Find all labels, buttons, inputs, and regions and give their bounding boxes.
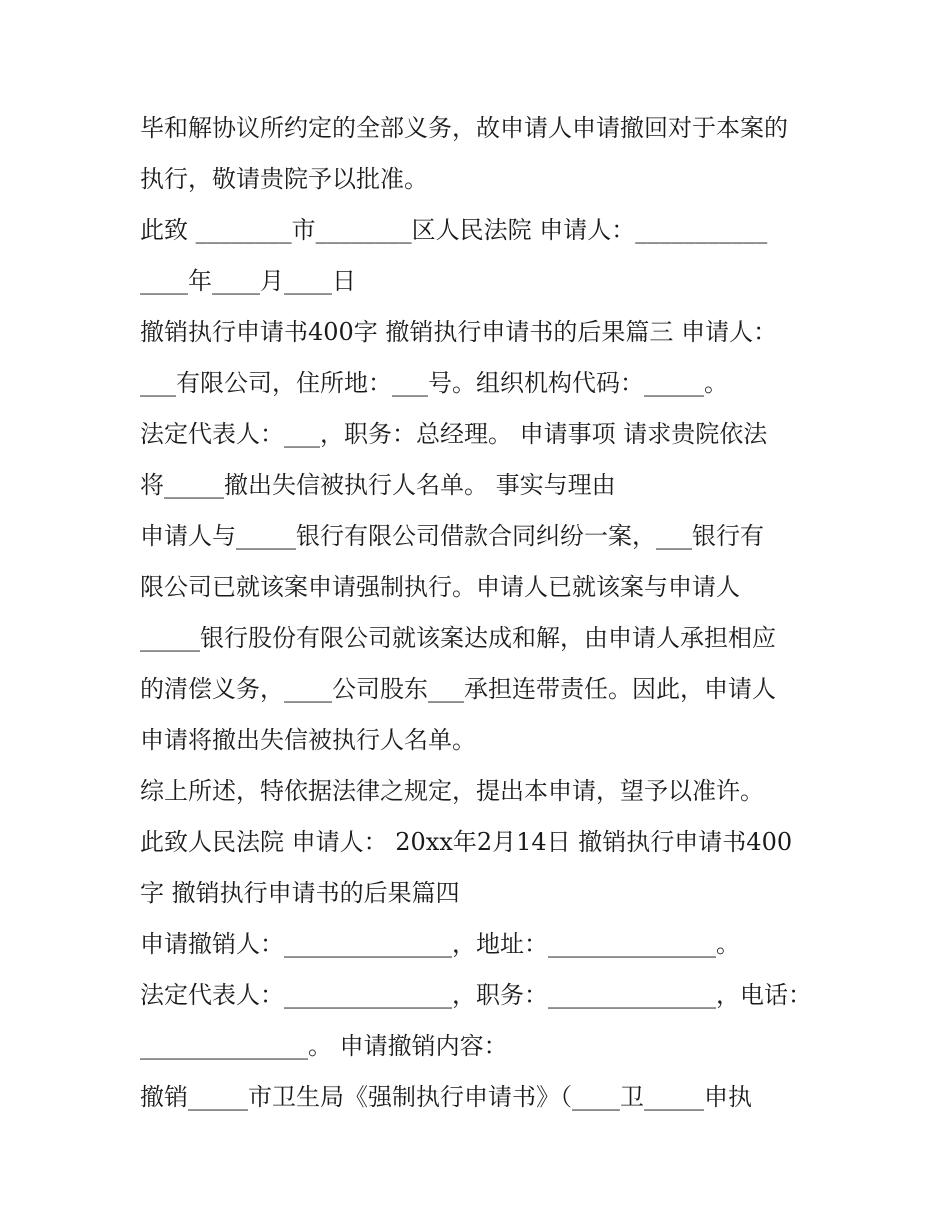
text-line-7: 法定代表人：___，职务：总经理。 申请事项 请求贵院依法 (140, 420, 768, 448)
text-line-3: 此致 ________市________区人民法院 申请人：___________ (140, 216, 768, 244)
text-line-9: 申请人与_____银行有限公司借款合同纠纷一案，___银行有 (140, 522, 764, 550)
text-line-14: 综上所述，特依据法律之规定，提出本申请，望予以准许。 (140, 777, 764, 805)
text-line-17: 申请撤销人：______________，地址：______________。 (140, 930, 740, 958)
text-line-6: ___有限公司，住所地：___号。组织机构代码：_____。 (140, 369, 728, 397)
text-line-8: 将_____撤出失信被执行人名单。 事实与理由 (140, 471, 616, 499)
text-line-19: ______________。 申请撤销内容： (140, 1032, 508, 1060)
text-line-13: 申请将撤出失信被执行人名单。 (140, 726, 476, 754)
text-line-11: _____银行股份有限公司就该案达成和解，由申请人承担相应 (140, 624, 776, 652)
text-line-2: 执行，敬请贵院予以批准。 (140, 165, 428, 193)
text-line-15: 此致人民法院 申请人： 20xx年2月14日 撤销执行申请书400 (140, 828, 793, 856)
text-line-18: 法定代表人：______________，职务：______________，电话： (140, 981, 812, 1009)
text-line-12: 的清偿义务，____公司股东___承担连带责任。因此，申请人 (140, 675, 776, 703)
document-body (140, 103, 830, 1123)
text-line-10: 限公司已就该案申请强制执行。申请人已就该案与申请人 (140, 573, 740, 601)
text-line-20: 撤销_____市卫生局《强制执行申请书》（____卫_____申执 (140, 1083, 752, 1111)
text-line-1: 毕和解协议所约定的全部义务，故申请人申请撤回对于本案的 (140, 114, 788, 142)
text-line-4: ____年____月____日 (140, 267, 356, 295)
text-line-16: 字 撤销执行申请书的后果篇四 (140, 879, 460, 907)
text-line-5: 撤销执行申请书400字 撤销执行申请书的后果篇三 申请人： (140, 318, 778, 346)
